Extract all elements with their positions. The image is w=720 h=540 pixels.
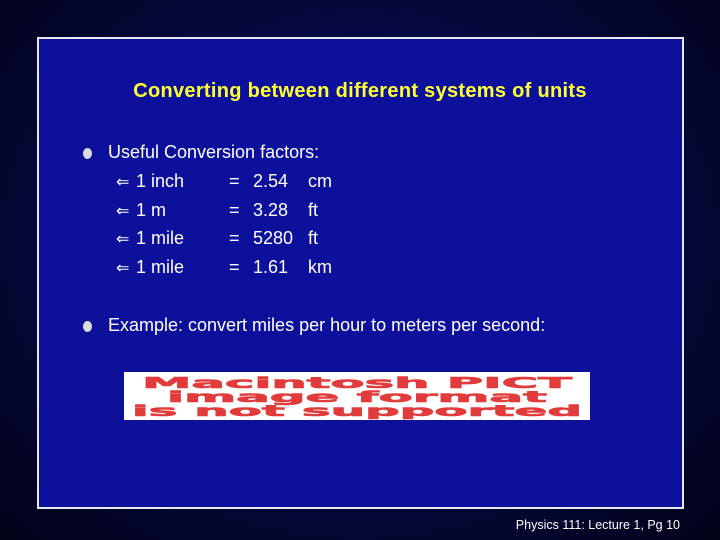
factor-unit: ft <box>308 228 319 248</box>
factor-unit: ft <box>308 200 319 220</box>
pict-line-2: image format <box>167 388 547 406</box>
slide-frame <box>37 37 684 509</box>
factor-value: 1.61 <box>253 257 289 277</box>
factor-unit: cm <box>308 171 332 191</box>
factor-equals: = <box>229 200 240 220</box>
arrow-left-icon: ⇐ <box>116 260 130 277</box>
bullet-conversion-factors: Useful Conversion factors: <box>108 142 320 162</box>
arrow-left-icon: ⇐ <box>116 174 130 191</box>
factor-lhs: 1 m <box>136 200 167 220</box>
arrow-left-icon: ⇐ <box>116 203 130 220</box>
bullet-dot-icon <box>83 148 92 159</box>
factor-value: 3.28 <box>253 200 289 220</box>
pict-line-3: is not supported <box>132 402 582 420</box>
factor-equals: = <box>229 171 240 191</box>
slide-title: Converting between different systems of units <box>133 80 587 102</box>
unsupported-image-placeholder <box>124 372 590 420</box>
slide-footer: Physics 111: Lecture 1, Pg 10 <box>515 518 680 532</box>
pict-placeholder-graphic <box>124 372 590 420</box>
bullet-example: Example: convert miles per hour to meters per second: <box>108 315 546 335</box>
factor-equals: = <box>229 228 240 248</box>
factor-lhs: 1 inch <box>136 171 185 191</box>
factor-value: 2.54 <box>253 171 289 191</box>
arrow-left-icon: ⇐ <box>116 231 130 248</box>
factor-lhs: 1 mile <box>136 228 185 248</box>
factor-lhs: 1 mile <box>136 257 185 277</box>
factor-equals: = <box>229 257 240 277</box>
factor-value: 5280 <box>253 228 294 248</box>
factor-unit: km <box>308 257 332 277</box>
pict-line-1: Macintosh PICT <box>142 374 575 392</box>
bullet-dot-icon <box>83 321 92 332</box>
